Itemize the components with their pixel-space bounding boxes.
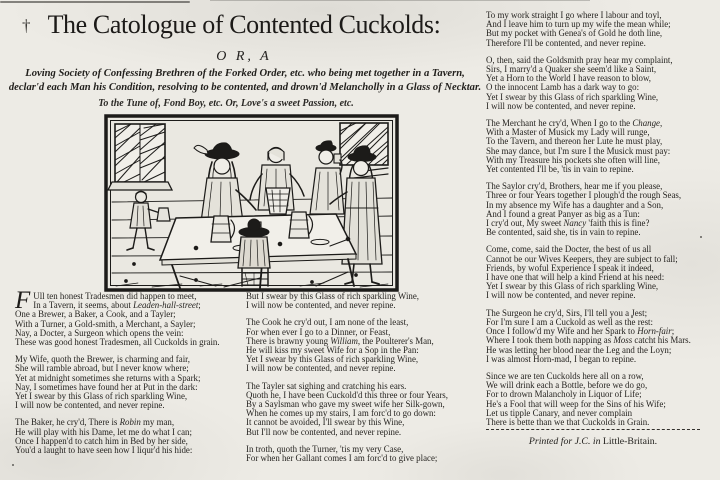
verse-line: O, then, said the Goldsmith pray hear my complaint, [486,54,673,65]
verse-line: You'd a laught to have seen how I liqur'd his hide: [15,445,193,456]
verse-line: These was good honest Tradesmen, all Cuckolds in grain. [15,337,220,348]
society-subtitle [0,67,490,94]
verse-stanza [486,372,718,427]
verse-line: Sirs, I marry'd a Quaker she seem'd like a Saint, [486,64,657,75]
dagger-icon: † [22,16,31,35]
verse-line: The Surgeon he cry'd, Sirs, I'll tell you a Jest; [486,307,648,318]
verse-line: I cry'd out, My sweet Nancy 'faith this is fine? [486,218,650,229]
verse-line: I was almost Horn-mad, I began to repine. [486,353,637,364]
verse-line: I have one that will help a kind Friend at his need: [486,272,665,283]
verse-line: Friends, by woful Experience I speak it indeed, [486,262,654,273]
verse-line: He will kiss my sweet Wife for a Sop in the Pan: [246,345,419,356]
verse-line: I will now be contented, and never repine. [486,100,636,111]
verse-line: I will now be contented, and never repine. [246,363,396,374]
verse-line: The Merchant he cry'd, When I go to the Change, [486,118,663,129]
verse-stanza [15,418,243,455]
verse-line: Yet I swear by this Glass of rich sparkling Wine, [246,354,419,365]
verse-line: Ull ten honest Tradesmen did happen to meet, [33,291,197,301]
verse-line: Therefore I'll be contented, and never repine. [486,37,646,48]
verse-line: For to drown Malancholy in Liquor of Life; [486,389,642,400]
verse-line: He's a Fool that will weep for the Sins of his Wife; [486,398,666,409]
verse-line: To the Tavern, and thereon her Lute he must play, [486,136,663,147]
verse-line: Yet I swear by this Glass of rich sparkling Wine, [15,391,188,402]
verse-stanza [486,119,718,174]
verse-line: Since we are ten Cuckolds here all on a row, [486,370,644,381]
verse-line: For when her Gallant comes I am forc'd to give place; [246,453,438,464]
verse-stanza [246,382,481,437]
society-line-2: declar'd each Man his Condition, resolving to be contented, and drown'd Melancholly in a Glass of Necktar. [8,81,482,93]
verse-line: One a Brewer, a Baker, a Cook, and a Tayler; [15,309,176,320]
scan-artifact [210,0,590,1]
verse-line: Yet I swear by this Glass of rich sparkling Wine, [486,91,659,102]
verse-line: Yet a Horn to the World I have reason to blow, [486,73,652,84]
subtitle-or-a: O R, A [216,49,272,64]
verse-line: With a Turner, a Gold-smith, a Merchant, a Sayler; [15,318,196,329]
verse-line: But my pocket with Genea's of Gold he doth line, [486,28,663,39]
verse-line: Once I happen'd to catch him in Bed by her side, [15,435,188,446]
society-line-1: Loving Society of Confessing Brethren of the Forked Order, etc. who being met together in a Tavern, [25,68,465,79]
verse-line: The Saylor cry'd, Brothers, hear me if you please, [486,181,663,192]
verse-stanza [486,309,718,364]
verse-stanza [246,445,481,463]
verse-line: In a Tavern, it seems, about Leaden-hall-street; [33,300,201,311]
verse-line: We will drink each a Bottle, before we do go, [486,380,648,391]
verse-line: I will now be contented, and never repine. [15,400,165,411]
verse-line: The Tayler sat sighing and cratching his ears. [246,380,407,391]
verse-stanza [486,56,718,111]
tune-line: To the Tune of, Fond Boy, etc. Or, Love's a sweet Passion, etc. [98,98,354,109]
tavern-woodcut-illustration [104,114,399,292]
drop-cap: F [15,287,31,314]
verse-line: Yet I swear by this Glass of rich sparkling Wine, [486,281,659,292]
verse-line: He was letting her blood near the Leg and the Loyn; [486,344,672,355]
verse-line: But I swear by this Glass of rich sparkling Wine, [246,291,420,301]
verse-line: There is bette than we that Cuckolds in Grain. [486,416,650,427]
lattice-window-left [108,124,172,190]
verse-line: With a Master of Musick my Lady will runge, [486,127,650,138]
verse-stanza [246,292,481,310]
verse-line: Let us tipple Canary, and never complain [486,407,633,418]
verse-line: Yet at midnight sometimes she returns with a Spark; [15,372,201,383]
verse-line: But I'll now be contented, and never repine. [246,426,402,437]
verse-line: Be contented, said she, tis in vain to repine. [486,227,641,238]
scan-artifact [0,1,190,3]
verse-column-middle [246,292,481,463]
verse-line: And I found a great Panyer as big as a Tun: [486,208,640,219]
verse-column-right [486,11,718,427]
verse-line: For I'm sure I am a Cuckold as well as the rest: [486,316,653,327]
verse-line: When he comes up my stairs, I am forc'd to go down: [246,408,436,419]
verse-stanza [486,245,718,300]
verse-line: It cannot be avoided, I'll swear by this Wine, [246,417,405,428]
verse-line: Quoth he, I have been Cuckold'd this three or four Years, [246,389,448,400]
verse-stanza [15,287,243,348]
verse-line: Where I took them both napping as Moss catcht his Mars. [486,335,691,346]
verse-line: Nay, I sometimes have found her at Put in the dark: [15,381,198,392]
verse-stanza [486,182,718,237]
verse-line: Come, come, said the Docter, the best of us all [486,244,652,255]
verse-line: Yet contented I'll be, 'tis in vain to repine. [486,164,634,175]
verse-line: She may dance, but I'm sure I the Musick must pay: [486,145,671,156]
verse-line: Three or four Years together I plough'd the rough Seas, [486,190,682,201]
verse-stanza [486,11,718,48]
imprint-divider-rule [486,429,700,430]
verse-line: By a Saylsman who gave my sweet wife her Silk-gown, [246,399,445,410]
verse-line: Nay, a Docter, a Surgeon which opens the vein: [15,327,184,338]
verse-line: She will ramble abroad, but I never know where; [15,363,189,374]
verse-line: And I leave him to turn up my wife the mean while; [486,19,671,30]
imprint-line: Printed for J.C. in Little-Britain. [528,436,658,447]
verse-line: With my Treasure his pockets she often will line, [486,154,660,165]
verse-line: The Baker, he cry'd, There is Robin my man, [15,417,175,428]
verse-line: My Wife, quoth the Brewer, is charming and fair, [15,354,190,365]
verse-line: I will now be contented, and never repine. [486,290,636,301]
verse-line: To my work straight I go where I labour and toyl, [486,10,662,20]
verse-line: In my absence my Wife has a daughter and a Son, [486,199,664,210]
verse-line: There is brawny young William, the Poulterer's Man, [246,335,434,346]
verse-column-left [15,287,243,456]
verse-line: Once I follow'd my Wife and her Spark to Horn-fair; [486,326,675,337]
verse-line: He will play with his Dame, let me do what I can; [15,426,192,437]
verse-line: The Cook he cry'd out, I am none of the least, [246,317,409,328]
page-title: The Catologue of Contented Cuckolds: [47,10,441,39]
verse-line: I will now be contented, and never repine. [246,300,396,311]
verse-line: For when ever I go to a Dinner, or Feast, [246,326,391,337]
verse-line: Cannot be our Wives Keepers, they are subject to fall; [486,253,678,264]
verse-line: O the innocent Lamb has a dark way to go: [486,82,640,93]
verse-line: In troth, quoth the Turner, 'tis my very Case, [246,443,404,454]
verse-stanza [246,318,481,373]
verse-stanza [15,355,243,410]
scan-speck [12,464,14,466]
